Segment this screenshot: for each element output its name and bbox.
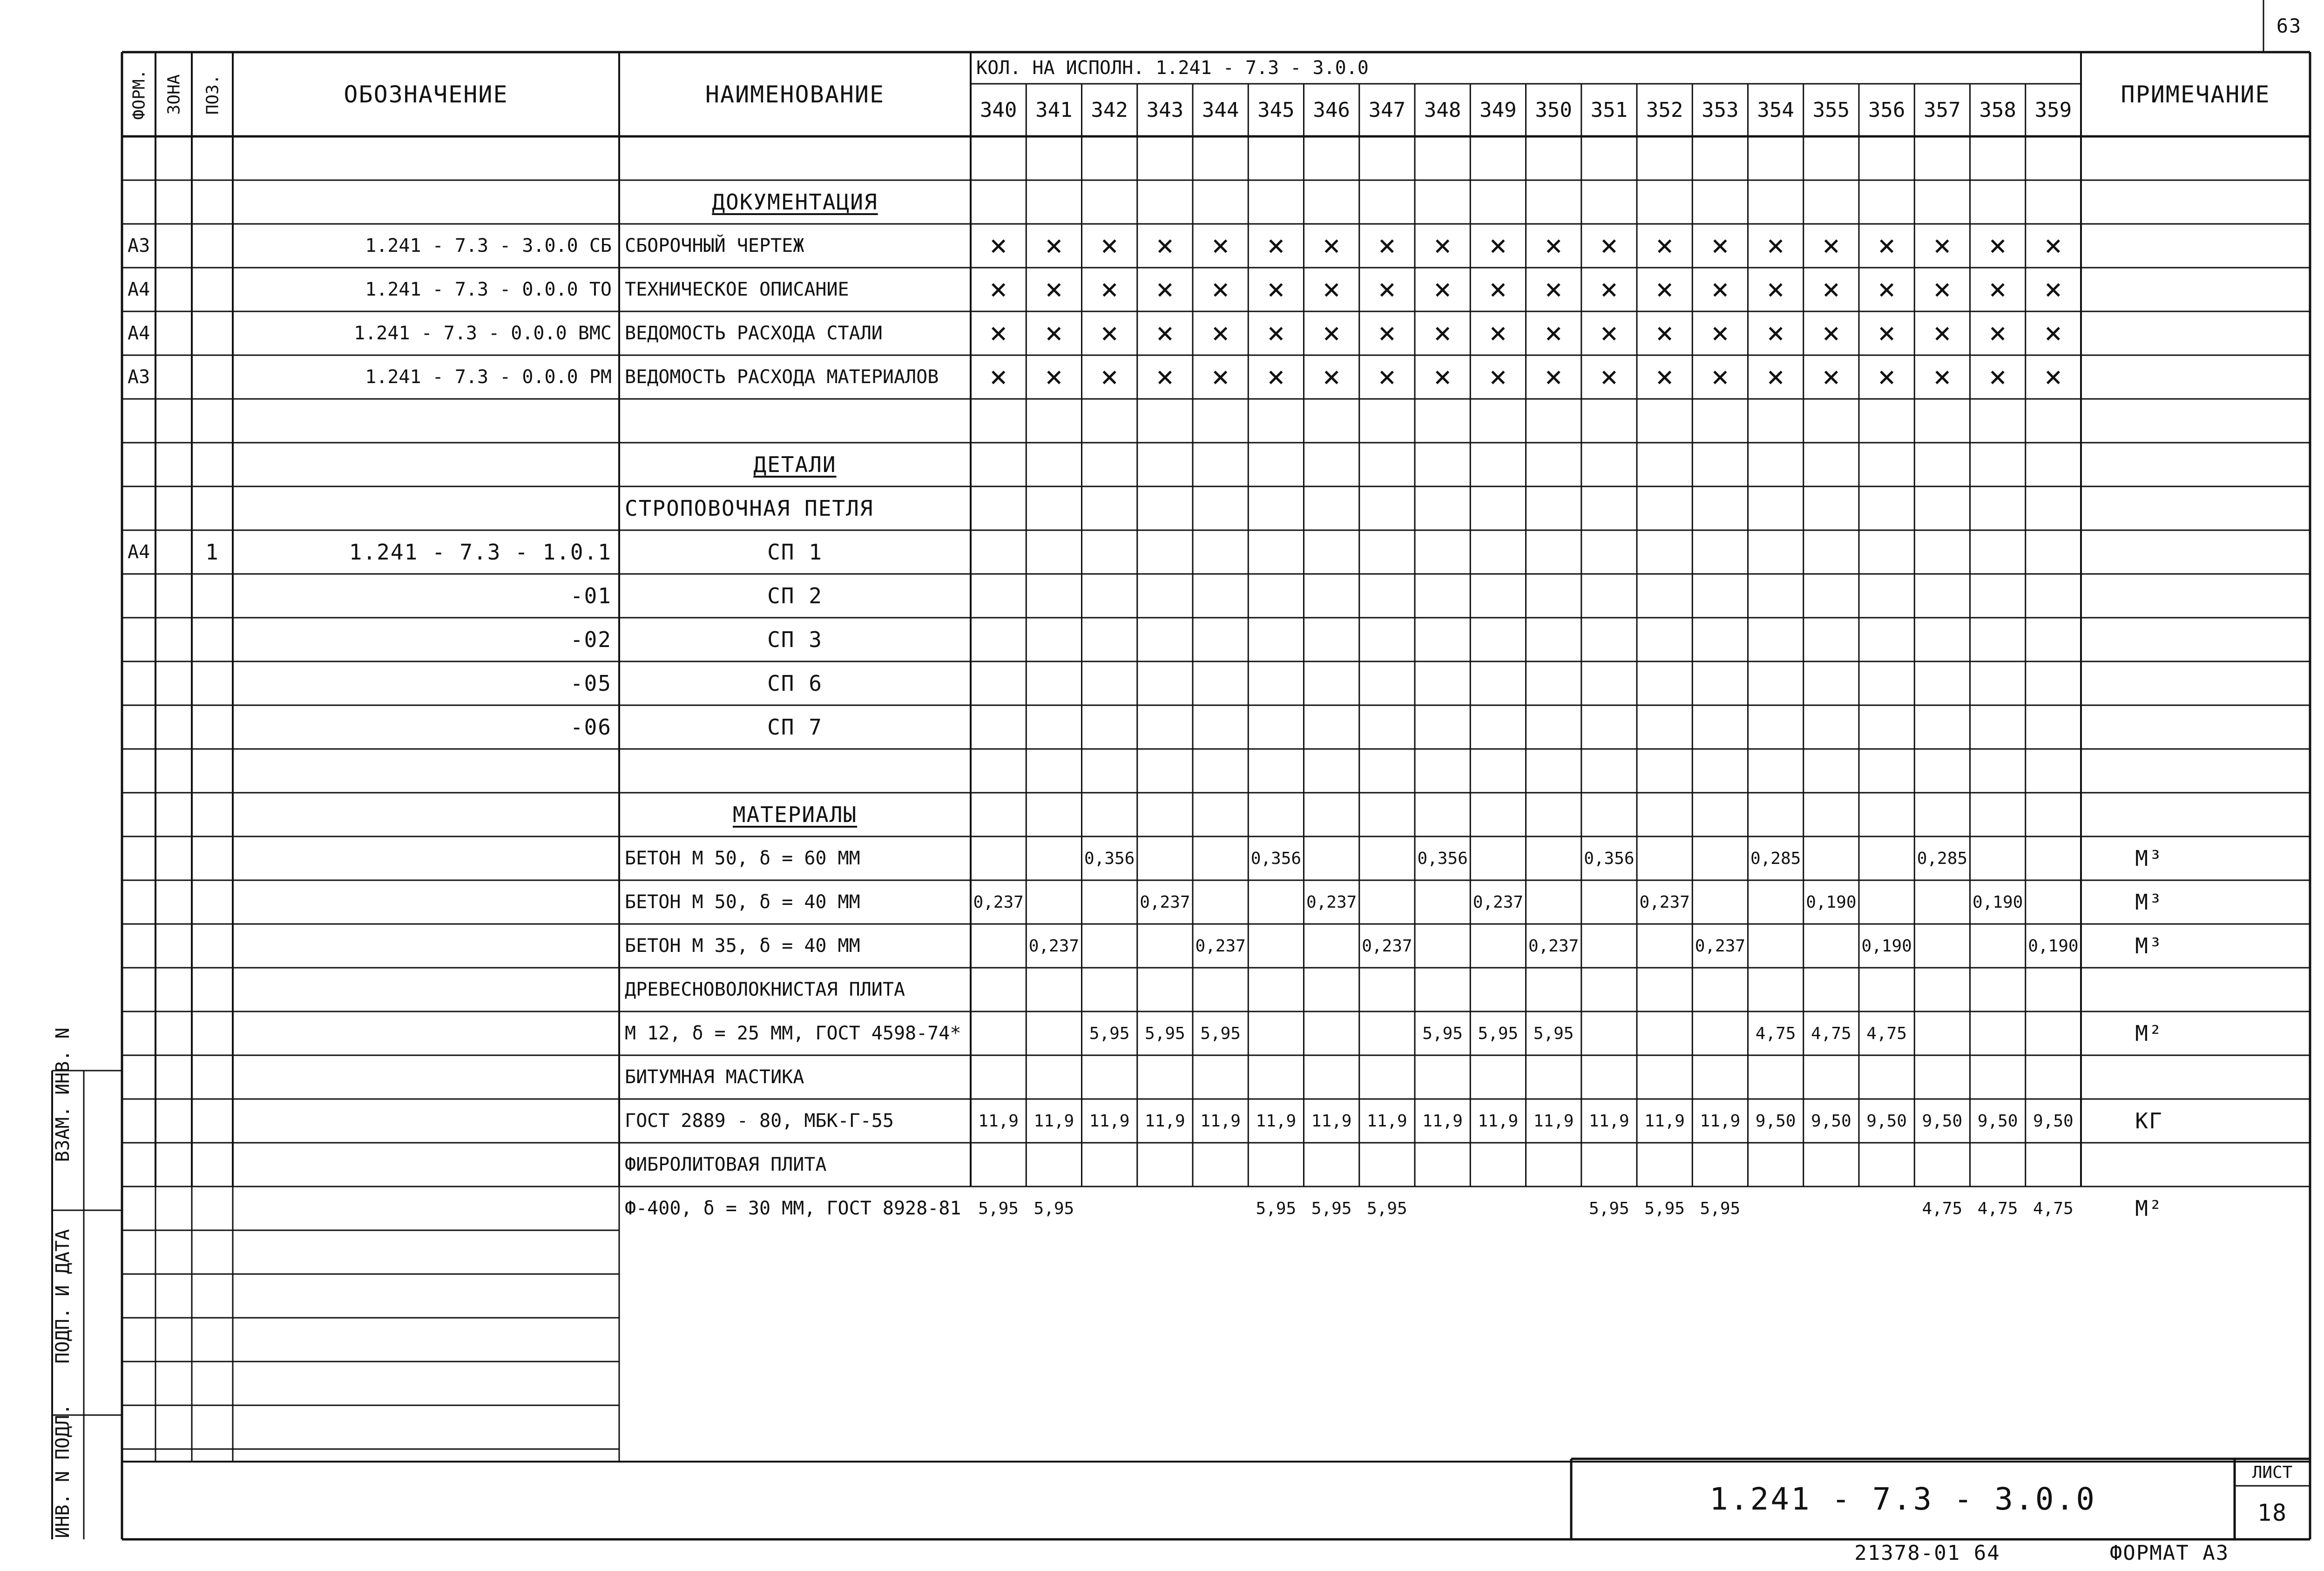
doc-variant-mark: × (989, 272, 1007, 307)
doc-variant-mark: × (1655, 272, 1674, 307)
doc-variant-mark: × (1489, 229, 1507, 263)
doc-variant-mark: × (1156, 272, 1174, 307)
header-variant: 359 (2034, 98, 2072, 122)
detail-pos (192, 705, 233, 749)
doc-variant-mark: × (1489, 316, 1507, 351)
material-value: 5,95 (1700, 1199, 1741, 1218)
header-variant: 345 (1257, 98, 1295, 122)
material-value: 11,9 (1367, 1111, 1407, 1131)
material-value: 11,9 (1533, 1111, 1574, 1131)
material-unit: М² (2135, 1196, 2163, 1221)
detail-name: СП 7 (767, 715, 823, 740)
doc-variant-mark: × (1600, 316, 1618, 351)
doc-variant-mark: × (1878, 316, 1896, 351)
section-documentation: ДОКУМЕНТАЦИЯ (712, 189, 878, 215)
doc-variant-mark: × (1766, 272, 1785, 307)
material-value: 4,75 (1866, 1024, 1907, 1043)
header-variant: 358 (1979, 98, 2016, 122)
material-value: 11,9 (1422, 1111, 1463, 1131)
material-value: 11,9 (1034, 1111, 1074, 1131)
doc-variant-mark: × (1100, 229, 1119, 263)
material-value: 9,50 (2033, 1111, 2074, 1131)
header-variant: 352 (1646, 98, 1683, 122)
doc-name: ВЕДОМОСТЬ РАСХОДА МАТЕРИАЛОВ (625, 366, 939, 388)
doc-variant-mark: × (1822, 360, 1840, 394)
material-value: 0,237 (973, 892, 1024, 912)
material-value: 0,190 (2028, 936, 2079, 956)
material-value: 0,356 (1250, 849, 1302, 868)
doc-variant-mark: × (1211, 360, 1230, 394)
doc-variant-mark: × (1600, 229, 1618, 263)
detail-designation: -01 (570, 583, 612, 608)
material-name: Ф-400, δ = 30 ММ, ГОСТ 8928-81 (625, 1198, 961, 1219)
doc-variant-mark: × (1433, 229, 1452, 263)
material-value: 5,95 (1644, 1199, 1685, 1218)
doc-variant-mark: × (1322, 316, 1341, 351)
doc-variant-mark: × (1933, 360, 1952, 394)
doc-variant-mark: × (1489, 272, 1507, 307)
material-value: 0,190 (1972, 892, 2023, 912)
detail-designation: -02 (570, 627, 612, 652)
detail-name: СП 1 (767, 539, 823, 565)
material-unit: КГ (2135, 1108, 2163, 1133)
doc-variant-mark: × (1544, 360, 1563, 394)
doc-variant-mark: × (1655, 316, 1674, 351)
section-details: ДЕТАЛИ (753, 452, 837, 477)
doc-variant-mark: × (1378, 360, 1396, 394)
doc-variant-mark: × (1156, 360, 1174, 394)
doc-variant-mark: × (1711, 229, 1729, 263)
material-value: 0,237 (1306, 892, 1357, 912)
doc-variant-mark: × (1933, 229, 1952, 263)
doc-variant-mark: × (1433, 360, 1452, 394)
doc-variant-mark: × (1933, 272, 1952, 307)
detail-pos (192, 661, 233, 705)
header-variant: 354 (1757, 98, 1794, 122)
doc-name: ТЕХНИЧЕСКОЕ ОПИСАНИЕ (625, 279, 849, 300)
material-name: ДРЕВЕСНОВОЛОКНИСТАЯ ПЛИТА (625, 979, 905, 1000)
doc-variant-mark: × (1100, 272, 1119, 307)
header-variant: 343 (1146, 98, 1184, 122)
doc-variant-mark: × (1822, 272, 1840, 307)
header-variant: 344 (1202, 98, 1239, 122)
material-value: 5,95 (1200, 1024, 1241, 1043)
detail-form (122, 574, 155, 618)
title-block-sheet-number: 18 (2257, 1499, 2288, 1526)
doc-variant-mark: × (2044, 272, 2062, 307)
material-value: 5,95 (1478, 1024, 1519, 1043)
doc-variant-mark: × (1822, 316, 1840, 351)
material-value: 4,75 (2033, 1199, 2074, 1218)
detail-designation: -06 (570, 715, 612, 740)
material-value: 11,9 (1200, 1111, 1241, 1131)
doc-variant-mark: × (1211, 229, 1230, 263)
doc-variant-mark: × (1100, 316, 1119, 351)
header-variant: 349 (1480, 98, 1517, 122)
doc-variant-mark: × (1322, 272, 1341, 307)
material-value: 9,50 (1977, 1111, 2018, 1131)
material-unit: М³ (2135, 890, 2163, 915)
material-name: БЕТОН М 35, δ = 40 ММ (625, 935, 860, 957)
material-value: 5,95 (1311, 1199, 1352, 1218)
material-unit: М³ (2135, 933, 2163, 958)
material-value: 0,285 (1750, 849, 1801, 868)
doc-variant-mark: × (1378, 316, 1396, 351)
detail-name: СП 2 (767, 583, 823, 608)
detail-form (122, 705, 155, 749)
material-value: 0,237 (1639, 892, 1690, 912)
material-value: 0,356 (1417, 849, 1468, 868)
title-block-sheet-label: ЛИСТ (2252, 1463, 2293, 1482)
material-value: 11,9 (1145, 1111, 1185, 1131)
title-block-code: 1.241 - 7.3 - 3.0.0 (1709, 1481, 2096, 1517)
doc-variant-mark: × (1988, 272, 2007, 307)
detail-form (122, 661, 155, 705)
section-materials: МАТЕРИАЛЫ (732, 802, 858, 827)
material-value: 11,9 (1089, 1111, 1130, 1131)
header-qty-title: КОЛ. НА ИСПОЛН. 1.241 - 7.3 - 3.0.0 (976, 57, 1369, 79)
material-value: 0,237 (1695, 936, 1746, 956)
doc-variant-mark: × (1766, 316, 1785, 351)
footer-format: ФОРМАТ А3 (2109, 1541, 2229, 1565)
material-value: 0,237 (1362, 936, 1412, 956)
doc-variant-mark: × (1988, 360, 2007, 394)
material-value: 9,50 (1866, 1111, 1907, 1131)
material-value: 0,237 (1140, 892, 1190, 912)
header-variant: 341 (1035, 98, 1073, 122)
detail-pos (192, 618, 233, 661)
header-variant: 348 (1424, 98, 1461, 122)
header-form: ФОРМ. (129, 69, 149, 120)
doc-variant-mark: × (1600, 272, 1618, 307)
material-name: БИТУМНАЯ МАСТИКА (625, 1066, 804, 1088)
material-value: 5,95 (1422, 1024, 1463, 1043)
doc-variant-mark: × (1378, 272, 1396, 307)
material-unit: М² (2135, 1021, 2163, 1046)
material-value: 4,75 (1922, 1199, 1963, 1218)
doc-variant-mark: × (1211, 272, 1230, 307)
detail-form: А4 (128, 541, 150, 563)
doc-variant-mark: × (1711, 316, 1729, 351)
doc-variant-mark: × (1933, 316, 1952, 351)
material-name: БЕТОН М 50, δ = 40 ММ (625, 891, 860, 913)
material-value: 5,95 (1589, 1199, 1629, 1218)
doc-variant-mark: × (1267, 360, 1285, 394)
doc-variant-mark: × (1267, 316, 1285, 351)
doc-variant-mark: × (1600, 360, 1618, 394)
doc-variant-mark: × (1878, 272, 1896, 307)
material-value: 4,75 (1811, 1024, 1851, 1043)
doc-variant-mark: × (1711, 360, 1729, 394)
material-value: 5,95 (1089, 1024, 1130, 1043)
doc-variant-mark: × (1988, 229, 2007, 263)
material-value: 11,9 (978, 1111, 1019, 1131)
doc-variant-mark: × (1211, 316, 1230, 351)
material-value: 11,9 (1478, 1111, 1519, 1131)
doc-form: А4 (128, 323, 150, 344)
material-value: 0,285 (1917, 849, 1968, 868)
doc-variant-mark: × (1822, 229, 1840, 263)
material-value: 5,95 (1367, 1199, 1407, 1218)
header-variant: 353 (1702, 98, 1739, 122)
doc-variant-mark: × (1655, 360, 1674, 394)
doc-variant-mark: × (1045, 316, 1063, 351)
material-value: 9,50 (1755, 1111, 1796, 1131)
material-value: 4,75 (1755, 1024, 1796, 1043)
header-variant: 356 (1868, 98, 1905, 122)
material-value: 9,50 (1811, 1111, 1851, 1131)
header-variant: 351 (1590, 98, 1628, 122)
doc-variant-mark: × (1267, 272, 1285, 307)
material-value: 4,75 (1977, 1199, 2018, 1218)
material-name: М 12, δ = 25 ММ, ГОСТ 4598-74* (625, 1023, 961, 1044)
side-label-inv-orig: ИНВ. N ПОДЛ. (52, 1403, 74, 1538)
material-name: БЕТОН М 50, δ = 60 ММ (625, 848, 860, 869)
doc-variant-mark: × (1878, 360, 1896, 394)
header-variant: 340 (980, 98, 1017, 122)
doc-variant-mark: × (1267, 229, 1285, 263)
material-value: 11,9 (1644, 1111, 1685, 1131)
doc-form: А4 (128, 279, 150, 300)
doc-variant-mark: × (1045, 360, 1063, 394)
header-pos: ПОЗ. (203, 74, 222, 115)
material-value: 9,50 (1922, 1111, 1963, 1131)
doc-variant-mark: × (1433, 272, 1452, 307)
header-variant: 357 (1924, 98, 1961, 122)
material-unit: М³ (2135, 846, 2163, 871)
doc-designation: 1.241 - 7.3 - 0.0.0 ТО (365, 279, 612, 300)
header-variant: 350 (1535, 98, 1572, 122)
header-variant: 347 (1368, 98, 1406, 122)
material-value: 0,237 (1195, 936, 1246, 956)
material-name: ГОСТ 2889 - 80, МБК-Г-55 (625, 1110, 894, 1132)
doc-variant-mark: × (1433, 316, 1452, 351)
doc-variant-mark: × (1544, 316, 1563, 351)
doc-variant-mark: × (989, 229, 1007, 263)
doc-variant-mark: × (1988, 316, 2007, 351)
material-value: 5,95 (978, 1199, 1019, 1218)
header-variant: 342 (1091, 98, 1128, 122)
header-note: ПРИМЕЧАНИЕ (2121, 81, 2270, 108)
doc-variant-mark: × (1322, 229, 1341, 263)
doc-variant-mark: × (2044, 360, 2062, 394)
doc-variant-mark: × (1544, 229, 1563, 263)
corner-page-number: 63 (2276, 14, 2302, 37)
doc-variant-mark: × (1655, 229, 1674, 263)
doc-variant-mark: × (2044, 316, 2062, 351)
detail-designation: 1.241 - 7.3 - 1.0.1 (349, 539, 612, 565)
doc-variant-mark: × (1045, 272, 1063, 307)
material-value: 0,356 (1084, 849, 1135, 868)
doc-variant-mark: × (1156, 229, 1174, 263)
doc-variant-mark: × (2044, 229, 2062, 263)
doc-variant-mark: × (1100, 360, 1119, 394)
doc-designation: 1.241 - 7.3 - 0.0.0 ВМС (354, 323, 612, 344)
footer-archive-number: 21378-01 64 (1854, 1541, 2000, 1565)
material-value: 11,9 (1700, 1111, 1741, 1131)
details-group-name: СТРОПОВОЧНАЯ ПЕТЛЯ (625, 496, 874, 521)
material-value: 0,190 (1806, 892, 1857, 912)
detail-pos (192, 574, 233, 618)
header-designation: ОБОЗНАЧЕНИЕ (344, 81, 508, 108)
material-value: 11,9 (1256, 1111, 1297, 1131)
material-name: ФИБРОЛИТОВАЯ ПЛИТА (625, 1154, 827, 1175)
material-value: 5,95 (1533, 1024, 1574, 1043)
material-value: 0,356 (1584, 849, 1635, 868)
material-value: 0,237 (1028, 936, 1080, 956)
doc-variant-mark: × (1711, 272, 1729, 307)
material-value: 11,9 (1589, 1111, 1629, 1131)
material-value: 5,95 (1034, 1199, 1074, 1218)
side-label-sign-date: ПОДП. И ДАТА (52, 1229, 74, 1364)
doc-variant-mark: × (1489, 360, 1507, 394)
doc-form: А3 (128, 235, 150, 256)
doc-variant-mark: × (1766, 229, 1785, 263)
header-zone: ЗОНА (164, 74, 183, 115)
doc-name: ВЕДОМОСТЬ РАСХОДА СТАЛИ (625, 323, 883, 344)
doc-variant-mark: × (989, 316, 1007, 351)
material-value: 0,237 (1473, 892, 1524, 912)
doc-variant-mark: × (1766, 360, 1785, 394)
detail-form (122, 618, 155, 661)
header-variant: 355 (1812, 98, 1850, 122)
detail-name: СП 6 (767, 671, 823, 696)
doc-variant-mark: × (1156, 316, 1174, 351)
material-value: 11,9 (1311, 1111, 1352, 1131)
doc-name: СБОРОЧНЫЙ ЧЕРТЕЖ (625, 235, 804, 256)
doc-form: А3 (128, 366, 150, 388)
doc-designation: 1.241 - 7.3 - 0.0.0 РМ (365, 366, 612, 388)
material-value: 5,95 (1256, 1199, 1297, 1218)
doc-variant-mark: × (1378, 229, 1396, 263)
detail-designation: -05 (570, 671, 612, 696)
side-label-inv-replace: ВЗАМ. ИНВ. N (52, 1027, 74, 1162)
material-value: 0,237 (1528, 936, 1579, 956)
material-value: 0,190 (1861, 936, 1912, 956)
header-name: НАИМЕНОВАНИЕ (705, 81, 885, 108)
doc-variant-mark: × (1878, 229, 1896, 263)
doc-designation: 1.241 - 7.3 - 3.0.0 СБ (365, 235, 612, 256)
doc-variant-mark: × (1045, 229, 1063, 263)
detail-pos: 1 (205, 539, 219, 565)
doc-variant-mark: × (989, 360, 1007, 394)
doc-variant-mark: × (1322, 360, 1341, 394)
doc-variant-mark: × (1544, 272, 1563, 307)
material-value: 5,95 (1145, 1024, 1185, 1043)
header-variant: 346 (1313, 98, 1350, 122)
detail-name: СП 3 (767, 627, 823, 652)
